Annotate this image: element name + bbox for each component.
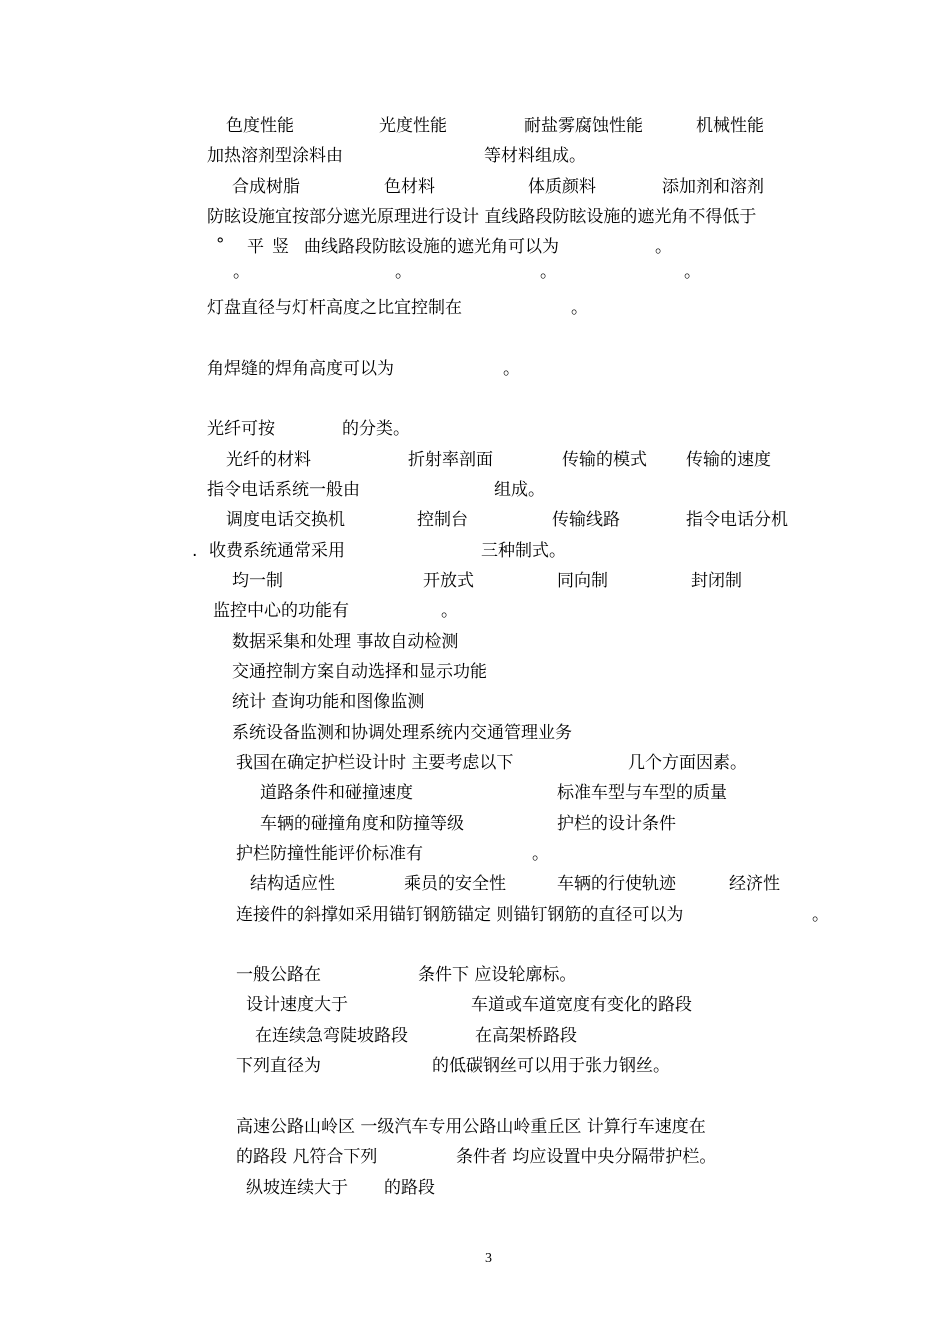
- question-text: 灯盘直径与灯杆高度之比宜控制在: [207, 298, 462, 318]
- option-a: 光纤的材料: [226, 450, 311, 470]
- question-text: 。: [812, 905, 829, 925]
- option-a: 色度性能: [226, 116, 294, 136]
- question-text: 平: [247, 237, 264, 257]
- option-c: 耐盐雾腐蚀性能: [524, 116, 643, 136]
- question-text: 一般公路在: [236, 965, 321, 985]
- option-c: 在连续急弯陡坡路段: [255, 1026, 408, 1046]
- option-d: 传输的速度: [686, 450, 771, 470]
- question-number: .: [192, 541, 198, 561]
- option-c: 。: [540, 262, 557, 282]
- option-a: 的路段: [384, 1178, 435, 1198]
- option-b: 色材料: [384, 177, 435, 197]
- question-text: 监控中心的功能有: [213, 601, 349, 621]
- question-text: 等材料组成。: [484, 146, 586, 166]
- option-b: 控制台: [417, 510, 468, 530]
- question-text: 竖: [272, 237, 289, 257]
- question-text: 光纤可按: [207, 419, 275, 439]
- option-b: 开放式: [423, 571, 474, 591]
- question-text: 。: [571, 298, 588, 318]
- option-d: 封闭制: [691, 571, 742, 591]
- question-text: 三种制式。: [481, 541, 566, 561]
- option-a: 数据采集和处理 事故自动检测: [232, 632, 459, 652]
- question-text: 。: [655, 237, 672, 257]
- option-c: 统计 查询功能和图像监测: [232, 692, 425, 712]
- option-c: 车辆的碰撞角度和防撞等级: [260, 814, 464, 834]
- option-d: 经济性: [729, 874, 780, 894]
- option-a: 结构适应性: [250, 874, 335, 894]
- page-number: 3: [485, 1251, 492, 1266]
- option-a: 道路条件和碰撞速度: [260, 783, 413, 803]
- question-text: 曲线路段防眩设施的遮光角可以为: [304, 237, 559, 257]
- option-a: 均一制: [232, 571, 283, 591]
- question-text: 的低碳钢丝可以用于张力钢丝。: [432, 1056, 670, 1076]
- question-text: 。: [532, 844, 549, 864]
- question-text: 角焊缝的焊角高度可以为: [207, 359, 394, 379]
- question-text: 条件下 应设轮廓标。: [418, 965, 577, 985]
- option-a: 合成树脂: [232, 177, 300, 197]
- option-c: 传输的模式: [562, 450, 647, 470]
- question-text: 的路段 凡符合下列: [236, 1147, 378, 1167]
- option-d: 机械性能: [696, 116, 764, 136]
- question-text: 连接件的斜撑如采用锚钉钢筋锚定 则锚钉钢筋的直径可以为: [236, 905, 684, 925]
- question-text: 加热溶剂型涂料由: [207, 146, 343, 166]
- question-text: 防眩设施宜按部分遮光原理进行设计 直线路段防眩设施的遮光角不得低于: [207, 207, 757, 227]
- option-d: 护栏的设计条件: [557, 814, 676, 834]
- question-text: 几个方面因素。: [628, 753, 747, 773]
- question-text: 护栏防撞性能评价标准有: [236, 844, 423, 864]
- option-a: 。: [233, 262, 250, 282]
- option-b: 乘员的安全性: [404, 874, 506, 894]
- option-b: 折射率剖面: [408, 450, 493, 470]
- option-d: 添加剂和溶剂: [662, 177, 764, 197]
- option-c: 体质颜料: [528, 177, 596, 197]
- question-text: 组成。: [494, 480, 545, 500]
- option-d: 。: [684, 262, 701, 282]
- option-d: 系统设备监测和协调处理系统内交通管理业务: [232, 723, 572, 743]
- option-c: 车辆的行使轨迹: [557, 874, 676, 894]
- question-text: 下列直径为: [236, 1056, 321, 1076]
- option-b: 标准车型与车型的质量: [557, 783, 727, 803]
- option-d: 指令电话分机: [686, 510, 788, 530]
- question-text: 指令电话系统一般由: [207, 480, 360, 500]
- question-text: 条件者 均应设置中央分隔带护栏。: [456, 1147, 717, 1167]
- question-text: °: [216, 235, 225, 255]
- option-a: 设计速度大于: [246, 995, 348, 1015]
- option-b: 。: [395, 262, 412, 282]
- option-b: 交通控制方案自动选择和显示功能: [232, 662, 487, 682]
- option-b: 光度性能: [379, 116, 447, 136]
- option-b: 车道或车道宽度有变化的路段: [471, 995, 692, 1015]
- option-a: 纵坡连续大于: [246, 1178, 348, 1198]
- question-text: 高速公路山岭区 一级汽车专用公路山岭重丘区 计算行车速度在: [236, 1117, 706, 1137]
- option-d: 在高架桥路段: [475, 1026, 577, 1046]
- question-text: 的分类。: [342, 419, 410, 439]
- option-c: 同向制: [557, 571, 608, 591]
- option-c: 传输线路: [552, 510, 620, 530]
- question-text: 我国在确定护栏设计时 主要考虑以下: [236, 753, 514, 773]
- question-text: 。: [503, 359, 520, 379]
- option-a: 调度电话交换机: [226, 510, 345, 530]
- question-text: 收费系统通常采用: [209, 541, 345, 561]
- question-text: 。: [441, 601, 458, 621]
